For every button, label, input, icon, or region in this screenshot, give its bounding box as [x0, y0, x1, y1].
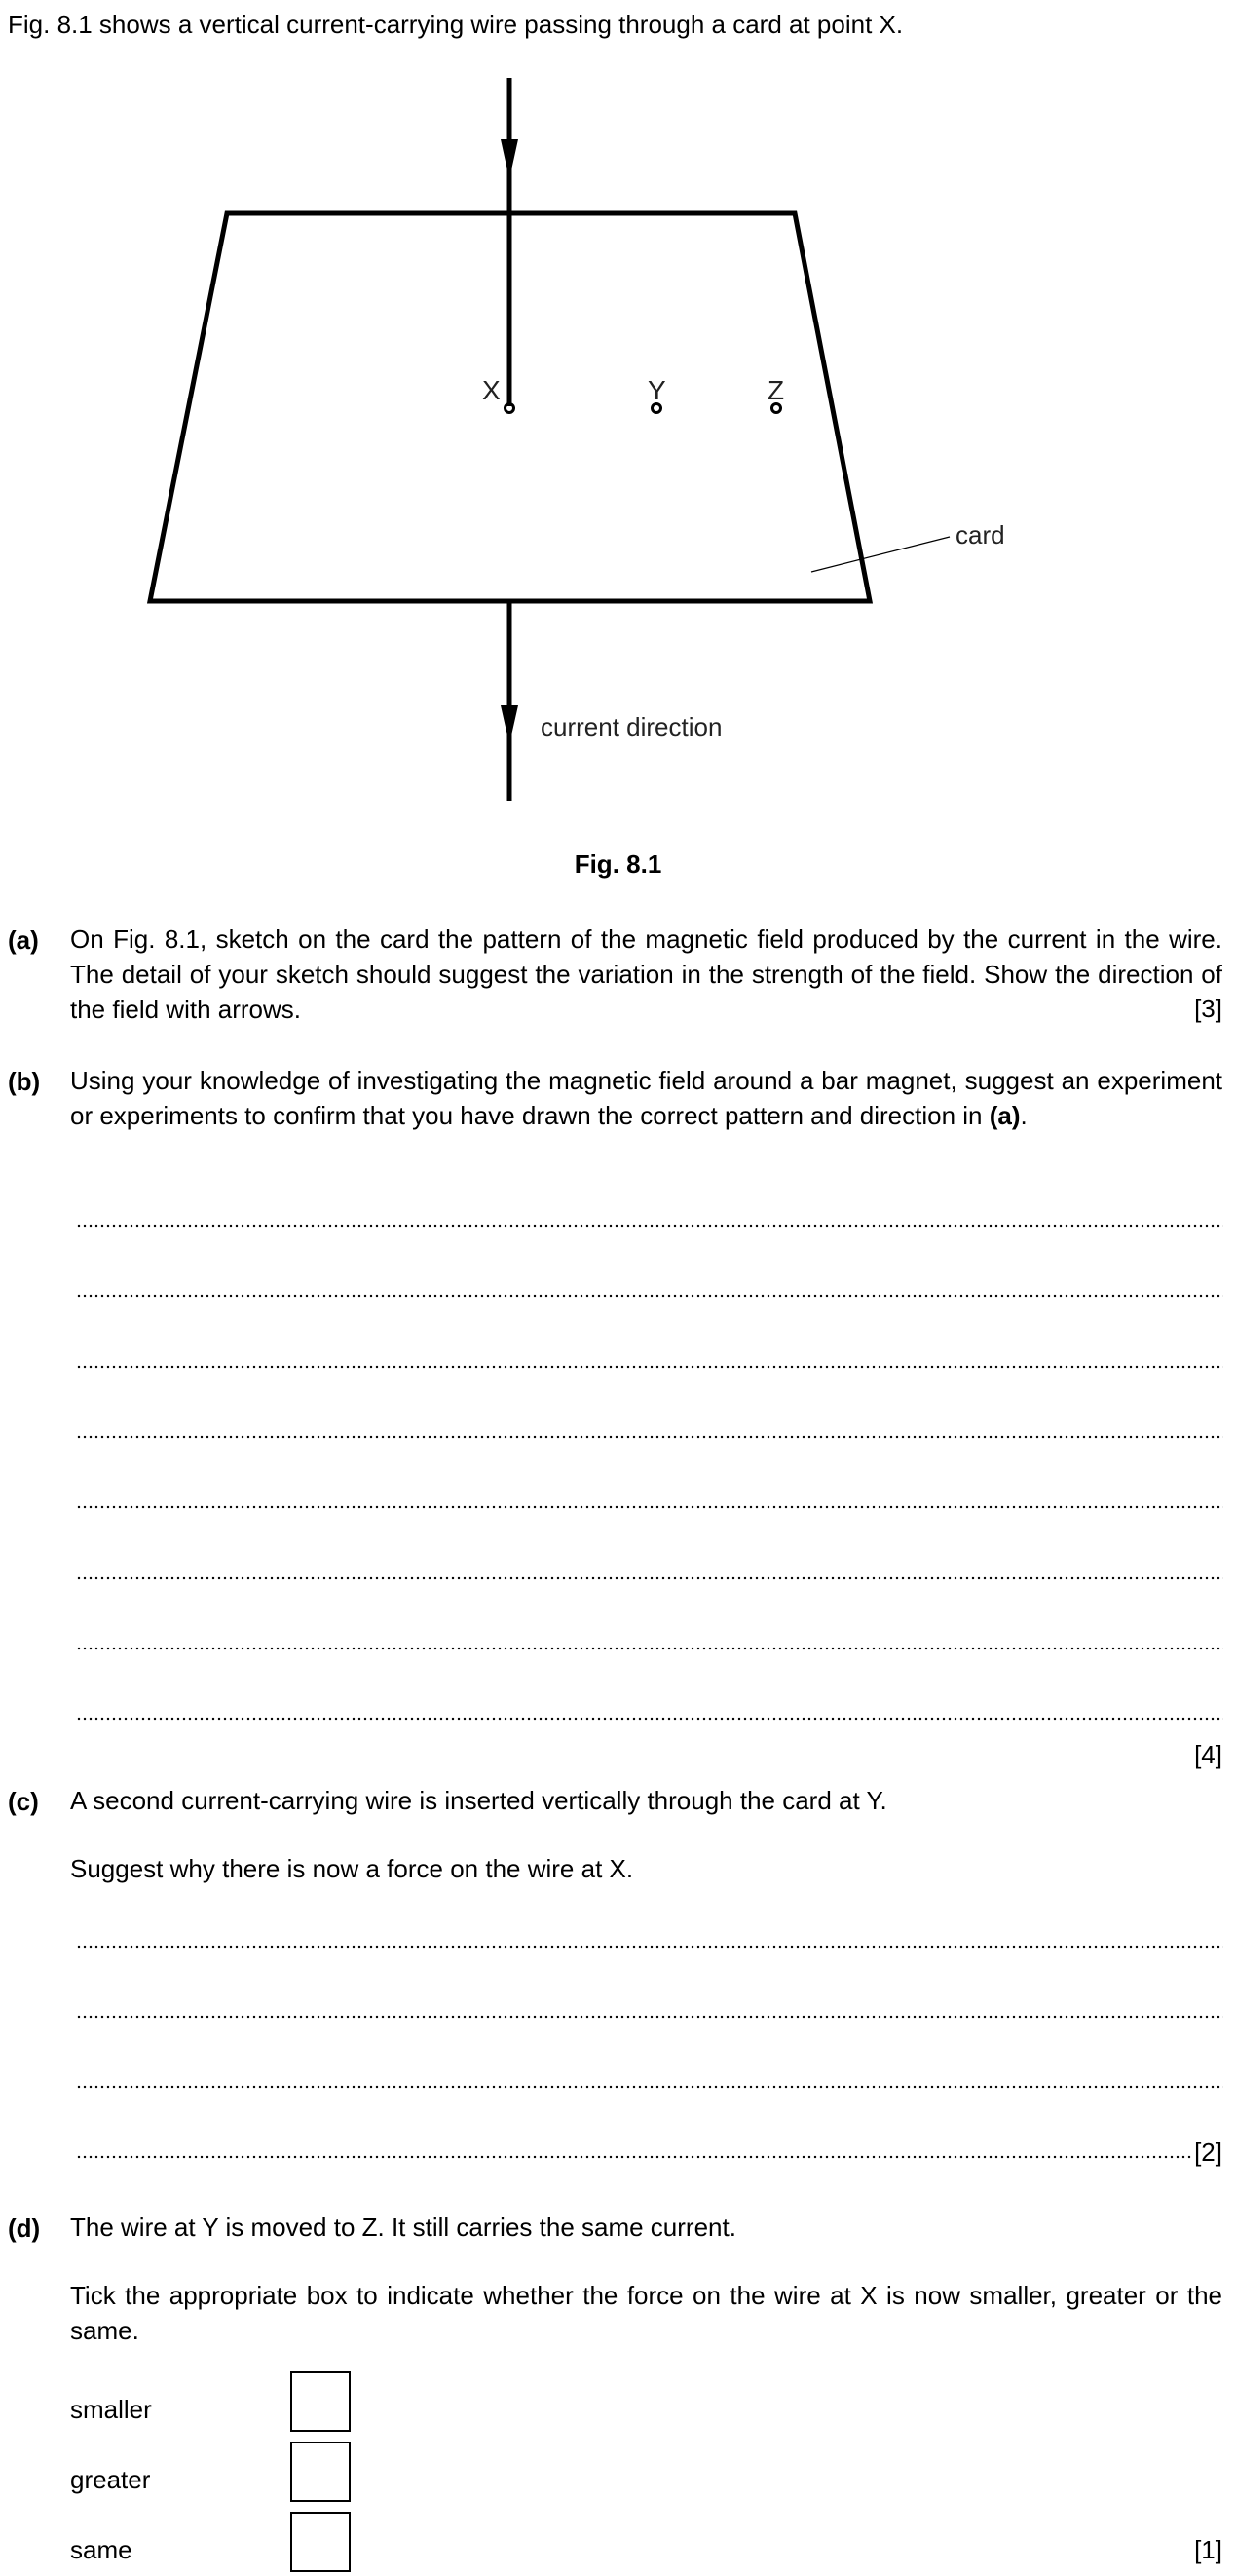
part-a-marks: [3]: [1194, 994, 1222, 1023]
part-b-text-main: Using your knowledge of investigating the magnetic field around a bar magnet, suggest an experiment or experiments to confirm that you have drawn the correct pattern and direction in: [70, 1066, 1222, 1130]
option-same-checkbox[interactable]: [290, 2512, 351, 2572]
point-z-label: Z: [768, 375, 785, 405]
part-c-text: A second current-carrying wire is inserted vertically through the card at Y.: [70, 1786, 887, 1815]
answer-line-c-4[interactable]: [76, 2155, 1191, 2159]
answer-line-c-1[interactable]: [76, 1945, 1223, 1949]
answer-line-c-2[interactable]: [76, 2015, 1223, 2019]
point-y-label: Y: [648, 375, 666, 405]
intro-text: Fig. 8.1 shows a vertical current-carrying wire passing through a card at point X.: [8, 10, 904, 39]
card-leader-line: [811, 537, 950, 572]
figure-8-1: [0, 0, 1236, 896]
part-b-text-end: .: [1020, 1101, 1028, 1130]
answer-line-b-3[interactable]: [76, 1365, 1223, 1369]
answer-line-b-1[interactable]: [76, 1224, 1223, 1228]
part-b-label: (b): [8, 1067, 41, 1096]
part-d-label: (d): [8, 2214, 41, 2243]
part-a-text: On Fig. 8.1, sketch on the card the pattern of the magnetic field produced by the current in the wire. The detail of your sketch should suggest the variation in the strength of the field. Show the direction of the field with arrows.: [70, 925, 1222, 1024]
option-smaller-checkbox[interactable]: [290, 2371, 351, 2432]
part-b-text-ref: (a): [989, 1101, 1021, 1130]
part-a-label: (a): [8, 926, 39, 955]
answer-line-c-3[interactable]: [76, 2085, 1223, 2089]
answer-line-b-5[interactable]: [76, 1505, 1223, 1509]
part-d-prompt: Tick the appropriate box to indicate whether the force on the wire at X is now smaller, greater or the same.: [70, 2281, 1222, 2345]
point-x-label: X: [482, 375, 501, 405]
part-b-text: [70, 1063, 1222, 1133]
part-c-label: (c): [8, 1787, 39, 1816]
card-label: card: [955, 520, 1005, 549]
option-greater-checkbox[interactable]: [290, 2442, 351, 2502]
part-d-marks: [1]: [1194, 2535, 1222, 2564]
point-x-marker: [506, 404, 514, 413]
arrow-down-icon: [501, 139, 518, 179]
option-smaller-label: smaller: [70, 2395, 152, 2424]
part-c-prompt: Suggest why there is now a force on the wire at X.: [70, 1854, 634, 1883]
answer-line-b-4[interactable]: [76, 1435, 1223, 1439]
current-direction-label: current direction: [541, 712, 723, 741]
part-c-marks: [2]: [1194, 2138, 1222, 2167]
part-b-marks: [4]: [1194, 1740, 1222, 1769]
option-same-label: same: [70, 2535, 132, 2564]
answer-line-b-8[interactable]: [76, 1717, 1223, 1721]
answer-line-b-2[interactable]: [76, 1294, 1223, 1298]
figure-caption: Fig. 8.1: [574, 850, 662, 879]
answer-line-b-6[interactable]: [76, 1576, 1223, 1580]
answer-line-b-7[interactable]: [76, 1647, 1223, 1650]
arrow-down-icon: [501, 705, 518, 744]
option-greater-label: greater: [70, 2465, 151, 2494]
part-d-text: The wire at Y is moved to Z. It still carries the same current.: [70, 2213, 736, 2242]
